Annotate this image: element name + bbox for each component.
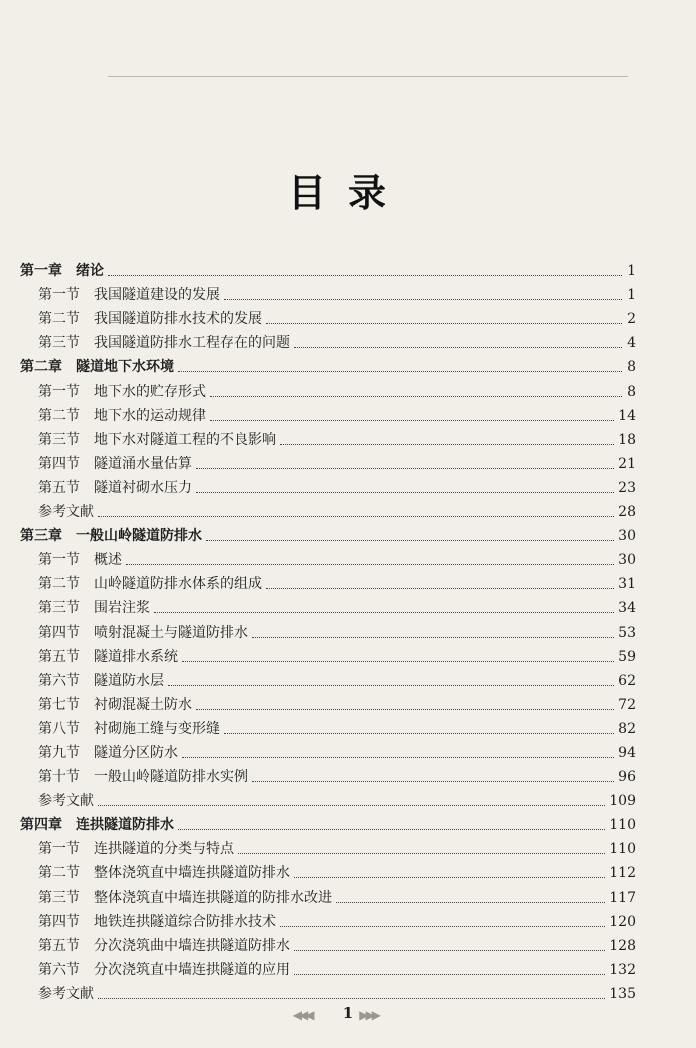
toc-page-number: 21 (618, 455, 636, 472)
page-title: 目录 (287, 170, 408, 215)
toc-page-number: 82 (618, 720, 636, 737)
toc-section-row[interactable] (20, 882, 636, 906)
toc-section-row[interactable] (20, 593, 636, 617)
toc-entry-number: 第四节 (38, 913, 80, 930)
dot-leader (210, 396, 622, 397)
toc-entry-number: 第二章 (20, 359, 62, 376)
toc-entry-title: 一般山岭隧道防排水 (76, 528, 202, 545)
toc-entry-title: 隧道地下水环境 (76, 359, 174, 376)
toc-entry-title: 整体浇筑直中墙连拱隧道防排水 (94, 865, 290, 882)
dot-leader (154, 612, 614, 613)
toc-entry-number: 第三节 (38, 889, 80, 906)
dot-leader (238, 853, 605, 854)
page-footer (0, 1000, 696, 1026)
toc-chapter-row[interactable] (20, 810, 636, 834)
toc-entry-label (38, 599, 150, 617)
toc-entry-label (38, 455, 192, 473)
dot-leader (98, 998, 605, 999)
toc-page-number: 34 (618, 600, 636, 617)
toc-entry-label (38, 792, 94, 810)
toc-entry-title: 我国隧道防排水工程存在的问题 (94, 335, 290, 352)
toc-entry-number: 第五节 (38, 479, 80, 496)
toc-entry-number: 第十节 (38, 769, 80, 786)
dot-leader (108, 275, 622, 276)
dot-leader (336, 902, 605, 903)
toc-page-number: 30 (618, 552, 636, 569)
toc-page-number: 110 (609, 841, 636, 858)
dot-leader (126, 564, 614, 565)
toc-entry-number: 第九节 (38, 744, 80, 761)
dot-leader (280, 444, 614, 445)
toc-entry-number: 第五节 (38, 648, 80, 665)
toc-chapter-row[interactable] (20, 256, 636, 280)
toc-entry-number: 第六节 (38, 672, 80, 689)
dot-leader (98, 805, 605, 806)
toc-entry-number: 第二节 (38, 407, 80, 424)
dot-leader (224, 733, 614, 734)
toc-entry-title: 连拱隧道防排水 (76, 817, 174, 834)
toc-entry-label (38, 913, 276, 931)
toc-page-number: 18 (618, 431, 636, 448)
toc-entry-title: 衬砌混凝土防水 (94, 696, 192, 713)
toc-entry-label (38, 431, 276, 449)
toc-entry-number: 第三节 (38, 431, 80, 448)
toc-entry-label (38, 768, 248, 786)
toc-section-row[interactable] (20, 762, 636, 786)
dot-leader (252, 637, 614, 638)
toc-entry-number: 第一节 (38, 383, 80, 400)
toc-entry-label (38, 961, 290, 979)
toc-page-number: 59 (618, 648, 636, 665)
toc-entry-label (38, 696, 192, 714)
toc-entry-title: 一般山岭隧道防排水实例 (94, 769, 248, 786)
toc-entry-title: 隧道排水系统 (94, 648, 178, 665)
toc-entry-title: 衬砌施工缝与变形缝 (94, 720, 220, 737)
toc-page-number: 128 (609, 937, 636, 954)
toc-reference-row[interactable] (20, 497, 636, 521)
toc-section-row[interactable] (20, 666, 636, 690)
toc-page-number: 110 (609, 817, 636, 834)
toc-entry-title: 绪论 (76, 263, 104, 280)
toc-entry-title: 围岩注浆 (94, 600, 150, 617)
dot-leader (178, 829, 605, 830)
table-of-contents (20, 256, 636, 1003)
toc-entry-label (38, 551, 122, 569)
toc-entry-title: 隧道涌水量估算 (94, 455, 192, 472)
toc-section-row[interactable] (20, 449, 636, 473)
left-ornament-icon: ◀◀◀ (292, 1008, 312, 1022)
toc-reference-row[interactable] (20, 786, 636, 810)
toc-entry-title: 我国隧道建设的发展 (94, 287, 220, 304)
toc-section-row[interactable] (20, 545, 636, 569)
toc-entry-title: 我国隧道防排水技术的发展 (94, 311, 262, 328)
toc-page-number: 14 (618, 407, 636, 424)
toc-entry-number: 第一节 (38, 287, 80, 304)
toc-entry-title: 概述 (94, 552, 122, 569)
page-number: 1 (342, 1004, 354, 1022)
toc-page-number: 1 (627, 263, 636, 280)
toc-section-row[interactable] (20, 907, 636, 931)
toc-entry-title: 山岭隧道防排水体系的组成 (94, 576, 262, 593)
toc-entry-number: 第一节 (38, 552, 80, 569)
toc-entry-number: 第四节 (38, 624, 80, 641)
dot-leader (196, 468, 614, 469)
toc-section-row[interactable] (20, 617, 636, 641)
toc-entry-label (20, 527, 202, 545)
toc-entry-title: 参考文献 (38, 985, 94, 1002)
toc-entry-label (38, 286, 220, 304)
toc-entry-title: 地铁连拱隧道综合防排水技术 (94, 913, 276, 930)
dot-leader (294, 974, 605, 975)
toc-page-number: 135 (609, 985, 636, 1002)
toc-section-row[interactable] (20, 473, 636, 497)
toc-entry-label (38, 479, 192, 497)
toc-entry-label (38, 937, 290, 955)
dot-leader (98, 516, 614, 517)
right-ornament-icon: ▶▶▶ (359, 1008, 378, 1022)
toc-page-number: 2 (627, 311, 636, 328)
toc-page-number: 109 (609, 793, 636, 810)
toc-entry-label (38, 672, 164, 690)
toc-page-number: 23 (618, 479, 636, 496)
dot-leader (224, 299, 622, 300)
toc-entry-label (20, 816, 174, 834)
dot-leader (196, 492, 614, 493)
dot-leader (206, 540, 614, 541)
toc-entry-label (38, 383, 206, 401)
dot-leader (294, 347, 622, 348)
toc-page-number: 117 (609, 889, 636, 906)
toc-entry-title: 分次浇筑曲中墙连拱隧道防排水 (94, 937, 290, 954)
toc-section-row[interactable] (20, 714, 636, 738)
toc-page-number: 8 (627, 359, 636, 376)
toc-entry-label (38, 889, 332, 907)
toc-entry-label (38, 575, 262, 593)
toc-entry-title: 地下水对隧道工程的不良影响 (94, 431, 276, 448)
toc-page-number: 120 (609, 913, 636, 930)
dot-leader (252, 781, 614, 782)
toc-page-number: 8 (627, 383, 636, 400)
toc-entry-label (38, 624, 248, 642)
toc-entry-number: 第三节 (38, 335, 80, 352)
header-rule (108, 76, 628, 77)
toc-section-row[interactable] (20, 376, 636, 400)
toc-entry-number: 第二节 (38, 311, 80, 328)
dot-leader (294, 950, 605, 951)
toc-entry-title: 地下水的运动规律 (94, 407, 206, 424)
toc-entry-title: 连拱隧道的分类与特点 (94, 841, 234, 858)
toc-entry-number: 第三节 (38, 600, 80, 617)
toc-page-number: 1 (627, 287, 636, 304)
toc-entry-label (20, 358, 174, 376)
toc-entry-number: 第二节 (38, 865, 80, 882)
toc-entry-label (38, 744, 178, 762)
toc-chapter-row[interactable] (20, 352, 636, 376)
dot-leader (294, 877, 605, 878)
toc-entry-label (38, 648, 178, 666)
toc-page-number: 112 (609, 865, 636, 882)
toc-section-row[interactable] (20, 280, 636, 304)
toc-entry-label (38, 334, 290, 352)
toc-page-number: 96 (618, 769, 636, 786)
dot-leader (168, 685, 614, 686)
toc-section-row[interactable] (20, 425, 636, 449)
toc-entry-label (38, 840, 234, 858)
toc-section-row[interactable] (20, 304, 636, 328)
toc-entry-number: 第二节 (38, 576, 80, 593)
toc-page-number: 72 (618, 696, 636, 713)
toc-entry-number: 第四章 (20, 817, 62, 834)
toc-entry-number: 第七节 (38, 696, 80, 713)
toc-entry-title: 地下水的贮存形式 (94, 383, 206, 400)
toc-page-number: 62 (618, 672, 636, 689)
toc-page-number: 94 (618, 744, 636, 761)
toc-entry-label (38, 720, 220, 738)
dot-leader (266, 323, 622, 324)
dot-leader (280, 926, 605, 927)
dot-leader (196, 709, 614, 710)
toc-entry-number: 第八节 (38, 720, 80, 737)
toc-entry-title: 隧道防水层 (94, 672, 164, 689)
toc-entry-title: 隧道分区防水 (94, 744, 178, 761)
toc-page-number: 30 (618, 528, 636, 545)
dot-leader (266, 588, 614, 589)
toc-section-row[interactable] (20, 834, 636, 858)
toc-entry-number: 第一节 (38, 841, 80, 858)
toc-page-number: 53 (618, 624, 636, 641)
toc-entry-title: 整体浇筑直中墙连拱隧道的防排水改进 (94, 889, 332, 906)
toc-section-row[interactable] (20, 858, 636, 882)
toc-section-row[interactable] (20, 569, 636, 593)
toc-entry-label (20, 262, 104, 280)
dot-leader (182, 661, 614, 662)
toc-entry-title: 喷射混凝土与隧道防排水 (94, 624, 248, 641)
toc-section-row[interactable] (20, 955, 636, 979)
toc-entry-number: 第一章 (20, 263, 62, 280)
toc-entry-number: 第三章 (20, 528, 62, 545)
dot-leader (178, 371, 622, 372)
toc-entry-label (38, 310, 262, 328)
toc-page-number: 28 (618, 504, 636, 521)
toc-entry-title: 参考文献 (38, 504, 94, 521)
toc-section-row[interactable] (20, 401, 636, 425)
toc-page-number: 4 (627, 335, 636, 352)
dot-leader (210, 420, 614, 421)
toc-entry-title: 参考文献 (38, 793, 94, 810)
toc-chapter-row[interactable] (20, 521, 636, 545)
toc-entry-label (38, 503, 94, 521)
toc-entry-label (38, 864, 290, 882)
toc-entry-title: 分次浇筑直中墙连拱隧道的应用 (94, 961, 290, 978)
toc-page-number: 132 (609, 961, 636, 978)
toc-entry-number: 第四节 (38, 455, 80, 472)
toc-section-row[interactable] (20, 931, 636, 955)
toc-entry-number: 第六节 (38, 961, 80, 978)
toc-page-number: 31 (618, 576, 636, 593)
dot-leader (182, 757, 614, 758)
toc-entry-number: 第五节 (38, 937, 80, 954)
toc-section-row[interactable] (20, 642, 636, 666)
toc-entry-title: 隧道衬砌水压力 (94, 479, 192, 496)
toc-section-row[interactable] (20, 690, 636, 714)
toc-section-row[interactable] (20, 328, 636, 352)
toc-entry-label (38, 407, 206, 425)
toc-section-row[interactable] (20, 738, 636, 762)
